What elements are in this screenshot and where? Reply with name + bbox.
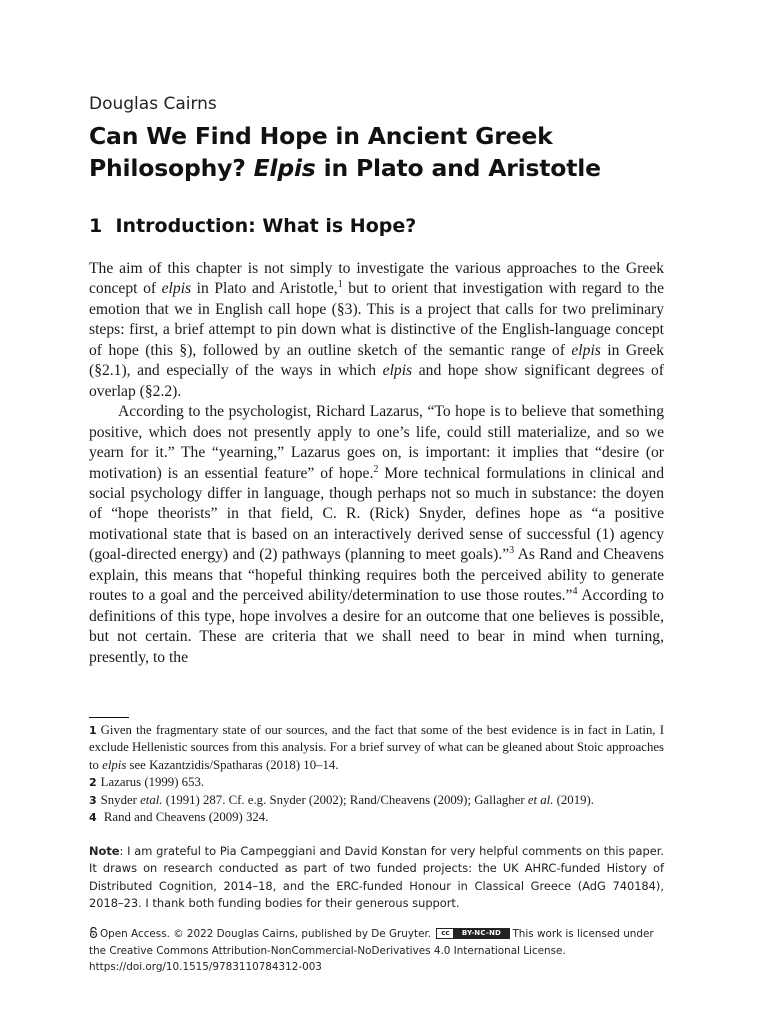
- p2-text-4: According to definitions of this type, hope involves a desire for an outcome that one believes is possible, but not certain. These are criteria that we shall need to bear in mind when turning, presently, to the: [89, 587, 664, 666]
- section-title: Introduction: What is Hope?: [115, 215, 417, 237]
- footnote-4: [89, 809, 664, 826]
- footnote-italic: etal.: [140, 792, 163, 807]
- open-access-lock-icon: [89, 927, 98, 938]
- footnote-divider: [89, 717, 129, 718]
- footnote-ref-1[interactable]: 1: [337, 279, 343, 291]
- p2-text-2: More technical formulations in clinical and social psychology differ in language, though perhaps not so much in substance: the doyen of “hope theorists” in that field, C. R. (Rick) Snyder, defines hope as “a positive motivational state that is based on an interactively derived sense of successful (1) agency (goal-directed energy) and (2) pathways (planning to meet goals).”: [89, 464, 664, 564]
- title-line-2a: Philosophy?: [89, 154, 254, 182]
- footnote-number: 1: [89, 724, 97, 737]
- footnote-1: [89, 722, 664, 774]
- p1-text-1: The aim of this chapter is not simply to investigate the various approaches to the Greek concept of: [89, 260, 664, 298]
- section-heading: [89, 212, 664, 240]
- paragraph-2: [89, 402, 664, 668]
- title-italic-elpis: Elpis: [253, 154, 316, 182]
- license-name: the Creative Commons Attribution-NonCommercial-NoDerivatives 4.0 International License.: [89, 944, 566, 957]
- p2-text-1: According to the psychologist, Richard Lazarus, “To hope is to believe that something positive, which does not presently apply to one’s life, could still materialize, and so we yearn for it.” The “yearning,” Lazarus goes on, is important: it implies that “desire (or motivation) is an essential feature” of hope.: [89, 403, 664, 482]
- footnote-text: Snyder: [100, 792, 141, 807]
- footnote-number: 2: [89, 776, 97, 790]
- footnote-ref-4[interactable]: 4: [572, 586, 578, 598]
- license-text: This work is licensed under: [512, 928, 654, 940]
- p1-text-4: in Greek (§2.1), and especially of the ways in which: [89, 341, 664, 380]
- p1-text-3: but to orient that investigation with regard to the emotion that we in English call hope (§3). This is a project that calls for two preliminary steps: first, a brief attempt to pin down what is distinctive of the English-language concept of hope (this §), followed by an outline sketch of the semantic range of: [89, 280, 665, 359]
- p1-text-2: in Plato and Aristotle,: [191, 280, 338, 298]
- open-access-text: Open Access. © 2022 Douglas Cairns, published by De Gruyter.: [100, 928, 432, 940]
- footnote-text: Lazarus (1999) 653.: [100, 775, 205, 790]
- footnote-text: see Kazantzidis/Spatharas (2018) 10–14.: [126, 757, 339, 772]
- note-text: : I am grateful to Pia Campeggiani and David Konstan for very helpful comments on this paper. It draws on research conducted as part of two funded projects: the UK AHRC-funded History of Distributed Cognition, 2014–18, and the ERC-funded Honour in Classical Greece (AdG 740184), 2018–23. I thank both funding bodies for their generous support.: [89, 844, 664, 911]
- footnote-ref-2[interactable]: 2: [373, 463, 379, 475]
- footnote-italic: elpis: [102, 757, 127, 772]
- footnote-italic: et al.: [527, 792, 554, 807]
- p1-text-5: and hope show significant degrees of overlap (§2.2).: [89, 362, 664, 400]
- title-line-2b: in Plato and Aristotle: [315, 154, 601, 182]
- footnote-number: 4: [89, 811, 97, 825]
- footnote-ref-3[interactable]: 3: [509, 545, 515, 557]
- open-access-notice: [89, 926, 664, 976]
- footnote-2: [89, 774, 664, 791]
- section-number: 1: [89, 215, 103, 237]
- p2-text-3: As Rand and Cheavens explain, this means that “hopeful thinking requires both the perceived ability to generate routes to a goal and the perceived ability/determination to use those routes.”: [89, 546, 664, 605]
- p1-italic-2: elpis: [571, 341, 601, 359]
- p1-italic-3: elpis: [382, 362, 413, 380]
- footnote-number: 3: [89, 793, 97, 807]
- chapter-title: [89, 120, 664, 184]
- footnote-text: Rand and Cheavens (2009) 324.: [100, 810, 269, 825]
- p1-italic-1: elpis: [161, 280, 192, 298]
- cc-license-badge[interactable]: [436, 928, 510, 939]
- cc-badge-label: BY-NC-ND: [453, 929, 509, 938]
- footnote-text: (1991) 287. Cf. e.g. Snyder (2002); Rand/Cheavens (2009); Gallagher: [162, 792, 528, 807]
- note-label: Note: [89, 844, 120, 858]
- doi-link[interactable]: https://doi.org/10.1515/9783110784312-003: [89, 961, 322, 973]
- body-text: [89, 259, 664, 668]
- author-name: Douglas Cairns: [89, 94, 217, 114]
- paragraph-1: [89, 259, 664, 402]
- footnote-text: Given the fragmentary state of our sources, and the fact that some of the best evidence is in fact in Latin, I exclude Hellenistic sources from this analysis. For a brief survey of what can be gleaned about Stoic approaches to: [89, 723, 664, 772]
- footnotes: [89, 722, 664, 826]
- chapter-header: [89, 92, 664, 668]
- acknowledgement-note: [89, 843, 664, 913]
- footnote-text: (2019).: [553, 792, 594, 807]
- cc-icon: cc: [437, 929, 453, 938]
- title-line-1: Can We Find Hope in Ancient Greek: [89, 122, 553, 150]
- footnote-3: [89, 792, 664, 809]
